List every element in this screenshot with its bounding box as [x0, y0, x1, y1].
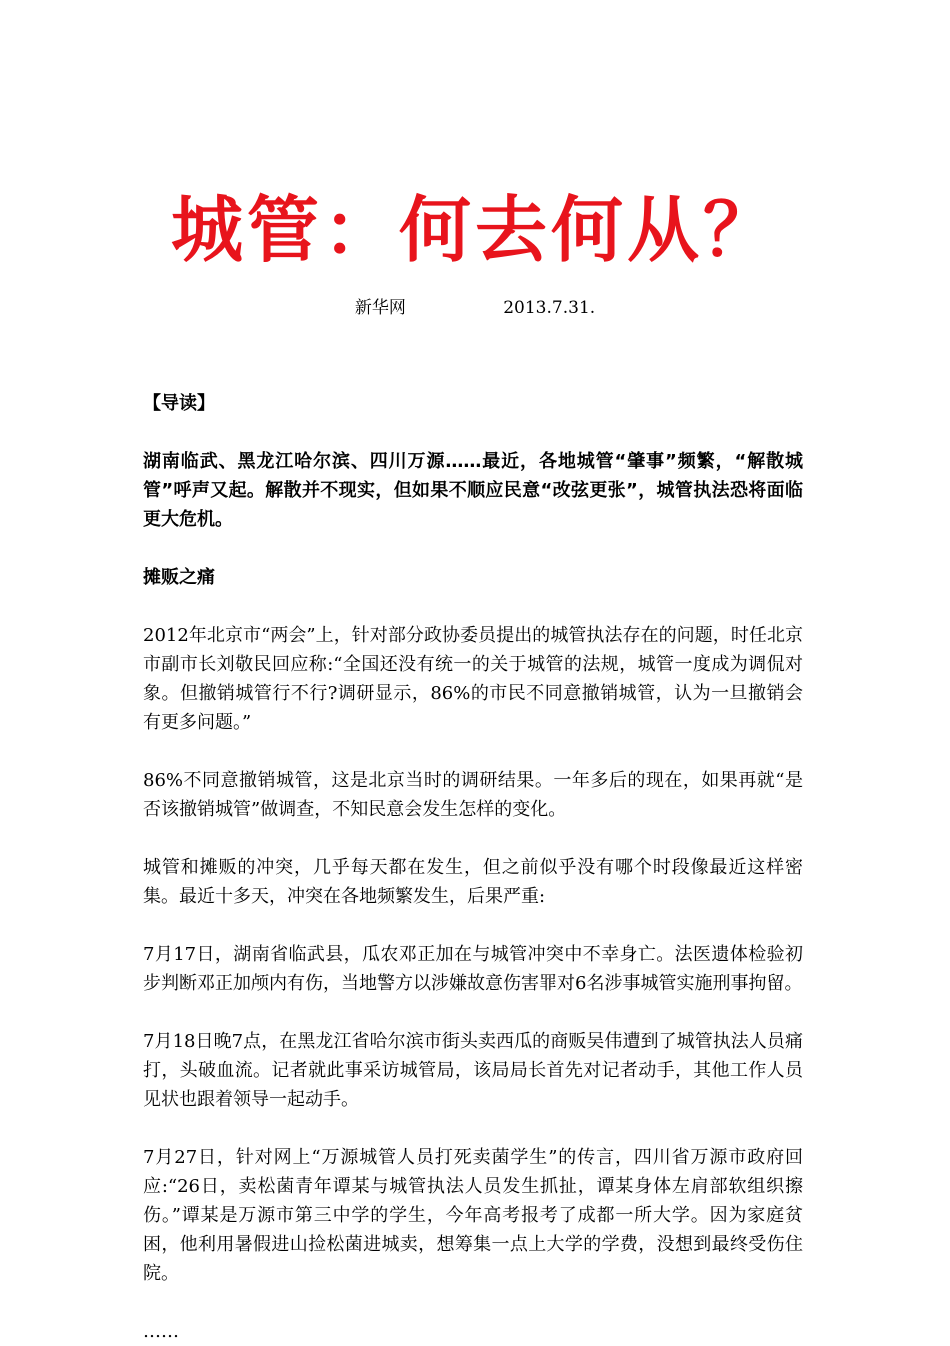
- paragraph: 7月27日，针对网上“万源城管人员打死卖菌学生”的传言，四川省万源市政府回应:“26日，卖松菌青年谭某与城管执法人员发生抓扯，谭某身体左肩部软组织擦伤。”谭某是万源市第三中学的学生，今年高考报考了成都一所大学。因为家庭贫困，他利用暑假进山捡松菌进城卖，想筹集一点上大学的学费，没想到最终受伤住院。: [143, 1147, 803, 1284]
- page-title: 城管：何去何从？: [170, 188, 779, 272]
- ellipsis: ……: [143, 1321, 179, 1342]
- paragraph: 2012年北京市“两会”上，针对部分政协委员提出的城管执法存在的问题，时任北京市副市长刘敬民回应称:“全国还没有统一的关于城管的法规，城管一度成为调侃对象。但撤销城管行不行?调研显示，86%的市民不同意撤销城管，认为一旦撤销会有更多问题。”: [143, 625, 803, 733]
- article-body: [143, 389, 803, 1346]
- byline-source: 新华网: [354, 298, 406, 318]
- paragraph: 7月17日，湖南省临武县，瓜农邓正加在与城管冲突中不幸身亡。法医遗体检验初步判断邓正加颅内有伤，当地警方以涉嫌故意伤害罪对6名涉事城管实施刑事拘留。: [143, 944, 803, 994]
- paragraph: 7月18日晚7点，在黑龙江省哈尔滨市街头卖西瓜的商贩吴伟遭到了城管执法人员痛打，头破血流。记者就此事采访城管局，该局局长首先对记者动手，其他工作人员见状也跟着领导一起动手。: [143, 1031, 803, 1110]
- paragraph: 86%不同意撤销城管，这是北京当时的调研结果。一年多后的现在，如果再就“是否该撤销城管”做调查，不知民意会发生怎样的变化。: [143, 770, 803, 820]
- byline: [0, 294, 950, 322]
- paragraph: 城管和摊贩的冲突，几乎每天都在发生，但之前似乎没有哪个时段像最近这样密集。最近十多天，冲突在各地频繁发生，后果严重:: [143, 857, 803, 907]
- byline-date: 2013.7.31.: [503, 298, 596, 318]
- section-heading: 摊贩之痛: [143, 567, 215, 588]
- lead-text: 湖南临武、黑龙江哈尔滨、四川万源……最近，各地城管“肇事”频繁，“解散城管”呼声又起。解散并不现实，但如果不顺应民意“改弦更张”，城管执法恐将面临更大危机。: [143, 451, 803, 530]
- lead-heading: 【导读】: [143, 393, 215, 414]
